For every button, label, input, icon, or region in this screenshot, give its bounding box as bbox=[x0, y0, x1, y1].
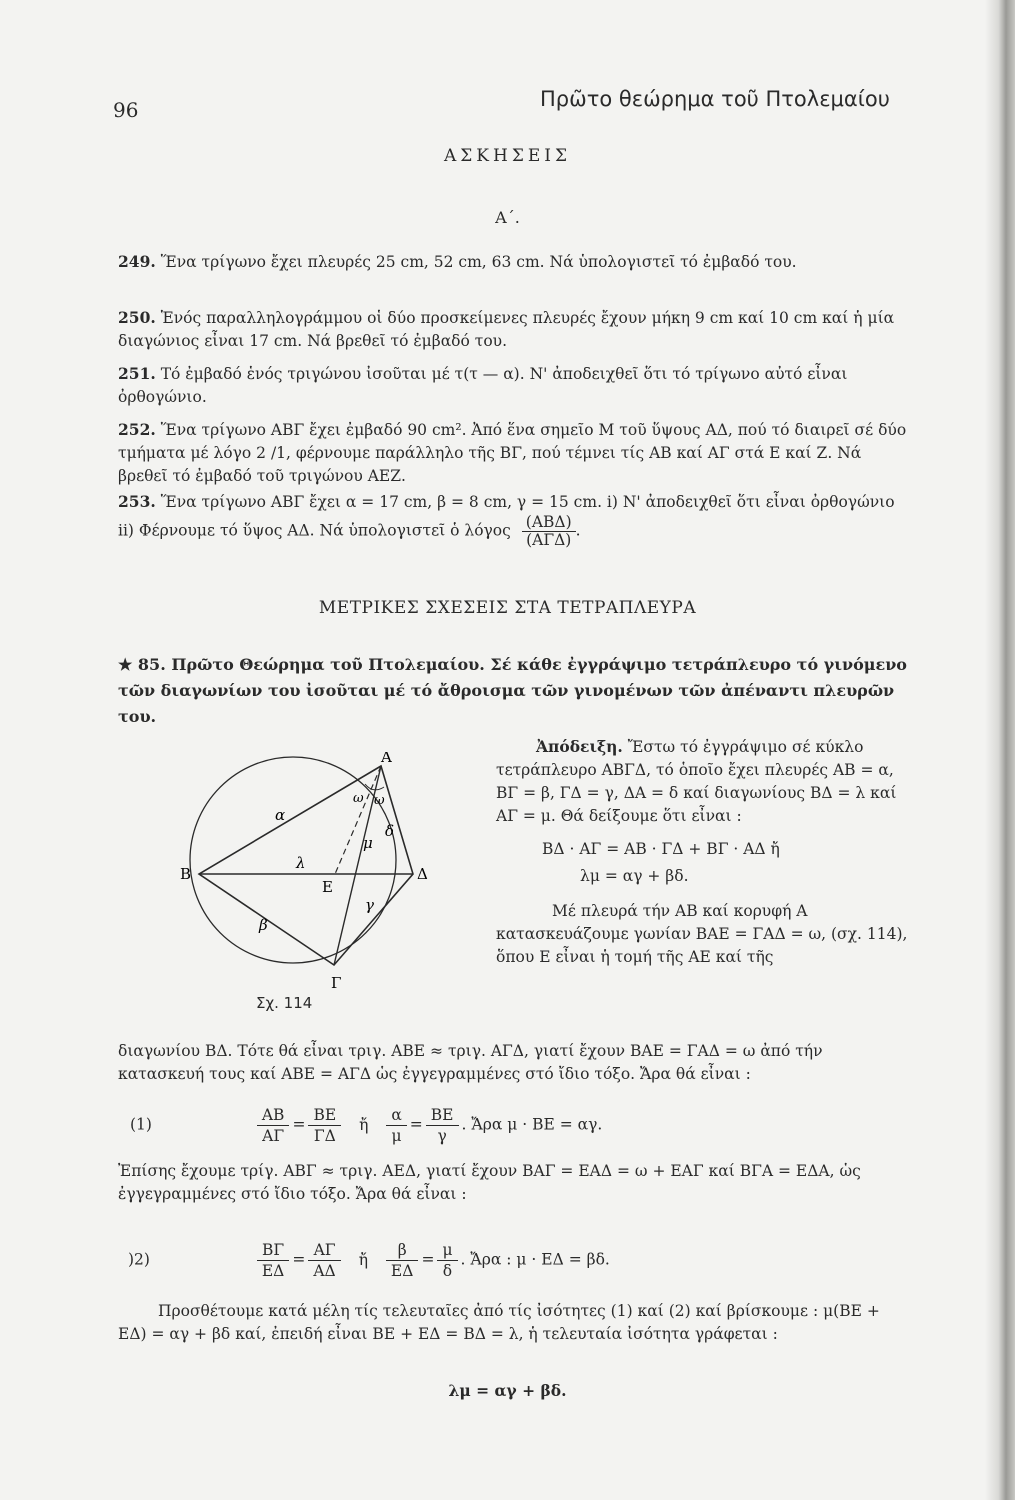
or-word: ἤ bbox=[358, 1250, 368, 1269]
or-word: ἤ bbox=[359, 1115, 369, 1134]
fraction-numerator: (ΑΒΔ) bbox=[522, 514, 576, 532]
exercise-251 bbox=[118, 362, 908, 409]
figure-114 bbox=[175, 752, 445, 1002]
circumcircle bbox=[190, 757, 396, 963]
figure-caption: Σχ. 114 bbox=[256, 994, 313, 1012]
numerator: ΒΓ bbox=[257, 1240, 290, 1261]
exercise-250 bbox=[118, 306, 908, 353]
star-icon: ★ bbox=[118, 655, 133, 674]
proof-intro: Ἔστω τό ἐγγράψιμο σέ κύκλο τετράπλευρο ΑΒΓΔ, τό ὁποῖο ἔχει πλευρές ΑΒ = α, ΒΓ = β, ΓΔ = γ, ΔΑ = δ καί διαγωνίους ΒΔ = λ καί ΑΓ = μ. Θά δείξουμε ὅτι εἶναι : bbox=[496, 738, 897, 825]
fraction bbox=[308, 1240, 340, 1281]
equation-label: (1) bbox=[130, 1115, 152, 1134]
exercise-253 bbox=[118, 490, 908, 549]
denominator: μ bbox=[391, 1127, 402, 1145]
denominator: ΑΔ bbox=[313, 1262, 336, 1280]
fraction bbox=[257, 1105, 290, 1146]
claim-line-1: ΒΔ · ΑΓ = ΑΒ · ΓΔ + ΒΓ · ΑΔ ἤ bbox=[542, 840, 780, 858]
proof-paragraph-3: Ἐπίσης ἔχουμε τρίγ. ΑΒΓ ≈ τριγ. ΑΕΔ, γιατί ἔχουν ΒΑΓ = ΕΑΔ = ω + ΕΑΓ καί ΒΓΑ = ΕΔΑ, ὡς ἐγγεγραμμένες στό ἴδιο τόξο. Ἄρα θά εἶναι : bbox=[118, 1162, 861, 1203]
exercise-249 bbox=[118, 250, 908, 274]
label-omega-2: ω bbox=[374, 793, 385, 808]
exercise-tail: . bbox=[575, 521, 581, 540]
fraction bbox=[437, 1240, 457, 1281]
equation-label: )2) bbox=[128, 1250, 150, 1269]
numerator: ΒΕ bbox=[426, 1105, 459, 1126]
numerator: α bbox=[386, 1105, 406, 1126]
proof-block bbox=[496, 735, 908, 969]
label-a: Α bbox=[381, 752, 392, 766]
proof-label: Ἀπόδειξη. bbox=[536, 737, 623, 756]
fraction bbox=[308, 1105, 341, 1146]
numerator: ΒΕ bbox=[308, 1105, 341, 1126]
label-delta: δ bbox=[385, 822, 395, 840]
theorem-label: 85. Πρῶτο Θεώρημα τοῦ Πτολεμαίου. bbox=[137, 655, 485, 674]
exercise-text: Ἕνα τρίγωνο ΑΒΓ ἔχει ἐμβαδό 90 cm². Ἀπό ἕνα σημεῖο Μ τοῦ ὕψους ΑΔ, πού τό διαιρεῖ σέ δύο τμήματα μέ λόγο 2 /1, φέρνουμε παράλληλο τῆς ΒΓ, πού τέμνει τίς ΑΒ καί ΑΓ στά Ε καί Ζ. Νά βρεθεῖ τό ἐμβαδό τοῦ τριγώνου ΑΕΖ. bbox=[118, 421, 907, 485]
fraction bbox=[257, 1240, 290, 1281]
theorem-statement bbox=[118, 652, 908, 730]
exercise-number: 251. bbox=[118, 364, 156, 383]
denominator: ΑΓ bbox=[262, 1127, 285, 1145]
numerator: ΑΓ bbox=[308, 1240, 340, 1261]
label-b: Β bbox=[180, 865, 192, 883]
final-equation: λμ = αγ + βδ. bbox=[448, 1381, 567, 1400]
label-gamma: γ bbox=[365, 896, 374, 914]
claim-line-2: λμ = αγ + βδ. bbox=[580, 867, 689, 885]
fraction bbox=[426, 1105, 459, 1146]
section-heading: ΜΕΤΡΙΚΕΣ ΣΧΕΣΕΙΣ ΣΤΑ ΤΕΤΡΑΠΛΕΥΡΑ bbox=[318, 598, 697, 618]
fraction-denominator: (ΑΓΔ) bbox=[526, 531, 572, 549]
exercises-subheading: Α΄. bbox=[495, 208, 520, 227]
exercise-252 bbox=[118, 418, 908, 488]
proof-paragraph-4: Προσθέτουμε κατά μέλη τίς τελευταῖες ἀπό τίς ἰσότητες (1) καί (2) καί βρίσκουμε : μ(ΒΕ + ΕΔ) = αγ + βδ καί, ἐπειδή εἶναι ΒΕ + ΕΔ = ΒΔ = λ, ἡ τελευταία ἰσότητα γράφεται : bbox=[118, 1302, 880, 1343]
fraction bbox=[386, 1105, 406, 1146]
denominator: ΕΔ bbox=[390, 1262, 414, 1280]
denominator: ΕΔ bbox=[261, 1262, 285, 1280]
numerator: ΑΒ bbox=[257, 1105, 290, 1126]
exercise-text: Τό ἐμβαδό ἑνός τριγώνου ἰσοῦται μέ τ(τ — α). Ν' ἀποδειχθεῖ ὅτι τό τρίγωνο αὐτό εἶναι ὀρθογώνιο. bbox=[118, 365, 848, 406]
proof-construction: Μέ πλευρά τήν ΑΒ καί κορυφή Α κατασκευάζουμε γωνίαν ΒΑΕ = ΓΑΔ = ω, (σχ. 114), ὅπου Ε εἶναι ἡ τομή τῆς ΑΕ καί τῆς bbox=[496, 902, 908, 966]
exercise-number: 250. bbox=[118, 308, 156, 327]
label-d: Δ bbox=[417, 865, 428, 883]
fraction bbox=[386, 1240, 419, 1281]
exercise-number: 252. bbox=[118, 420, 156, 439]
exercise-number: 253. bbox=[118, 492, 156, 511]
label-g: Γ bbox=[331, 974, 342, 992]
denominator: γ bbox=[437, 1127, 447, 1145]
numerator: β bbox=[386, 1240, 419, 1261]
label-lambda: λ bbox=[296, 854, 306, 872]
proof-paragraph-2: διαγωνίου ΒΔ. Τότε θά εἶναι τριγ. ΑΒΕ ≈ τριγ. ΑΓΔ, γιατί ἔχουν ΒΑΕ = ΓΑΔ = ω ἀπό τήν κατασκευή τους καί ΑΒΕ = ΑΓΔ ὡς ἐγγεγραμμένες στό ἴδιο τόξο. Ἄρα θά εἶναι : bbox=[118, 1042, 823, 1083]
equation-tail: . Ἄρα μ · ΒΕ = αγ. bbox=[461, 1115, 603, 1134]
exercises-heading: ΑΣΚΗΣΕΙΣ bbox=[444, 146, 571, 166]
page-number: 96 bbox=[113, 98, 139, 122]
numerator: μ bbox=[437, 1240, 457, 1261]
label-e: Ε bbox=[322, 878, 333, 896]
equation-1: (1) $\frac{AB}{A\Gamma}$ = $\frac{BE}{\Gamma\Delta}$ ἤ $\frac{\alpha}{\mu}$ = $\frac{BE}{\gamma}$ . Ἄρα μ · ΒΕ = αγ. bbox=[130, 1106, 603, 1145]
exercise-text: Ἕνα τρίγωνο ἔχει πλευρές 25 cm, 52 cm, 63 cm. Νά ὑπολογιστεῖ τό ἐμβαδό του. bbox=[160, 253, 797, 271]
theorem-text: Σέ κάθε ἐγγράψιμο τετράπλευρο τό γινόμενο τῶν διαγωνίων του ἰσοῦται μέ τό ἄθροισμα τῶν γινομένων τῶν ἀπέναντι πλευρῶν του. bbox=[118, 655, 907, 726]
exercise-text: Ἕνα τρίγωνο ΑΒΓ ἔχει α = 17 cm, β = 8 cm, γ = 15 cm. i) Ν' ἀποδειχθεῖ ὅτι εἶναι ὀρθογώνιο ii) Φέρνουμε τό ὕψος ΑΔ. Νά ὑπολογιστεῖ ὁ λόγος bbox=[118, 493, 895, 540]
label-omega-1: ω bbox=[353, 791, 364, 806]
label-mu: μ bbox=[363, 834, 373, 852]
ratio-fraction bbox=[522, 514, 576, 549]
equation-tail: . Ἄρα : μ · ΕΔ = βδ. bbox=[460, 1250, 610, 1269]
label-alpha: α bbox=[275, 806, 286, 824]
segment-ae bbox=[335, 766, 381, 874]
exercise-number: 249. bbox=[118, 252, 156, 271]
denominator: δ bbox=[442, 1262, 453, 1280]
running-head: Πρῶτο θεώρημα τοῦ Πτολεμαίου bbox=[540, 87, 890, 111]
equation-2: )2) $\frac{B\Gamma}{E\Delta}$ = $\frac{A\Gamma}{A\Delta}$ ἤ $\frac{\beta}{E\Delta}$ = $\frac{\mu}{\delta}$ . Ἄρα : μ · ΕΔ = βδ. bbox=[128, 1241, 610, 1280]
exercise-text: Ἑνός παραλληλογράμμου οἱ δύο προσκείμενες πλευρές ἔχουν μήκη 9 cm καί 10 cm καί ἡ μία διαγώνιος εἶναι 17 cm. Νά βρεθεῖ τό ἐμβαδό του. bbox=[118, 309, 895, 350]
denominator: ΓΔ bbox=[313, 1127, 336, 1145]
label-beta: β bbox=[259, 916, 268, 934]
